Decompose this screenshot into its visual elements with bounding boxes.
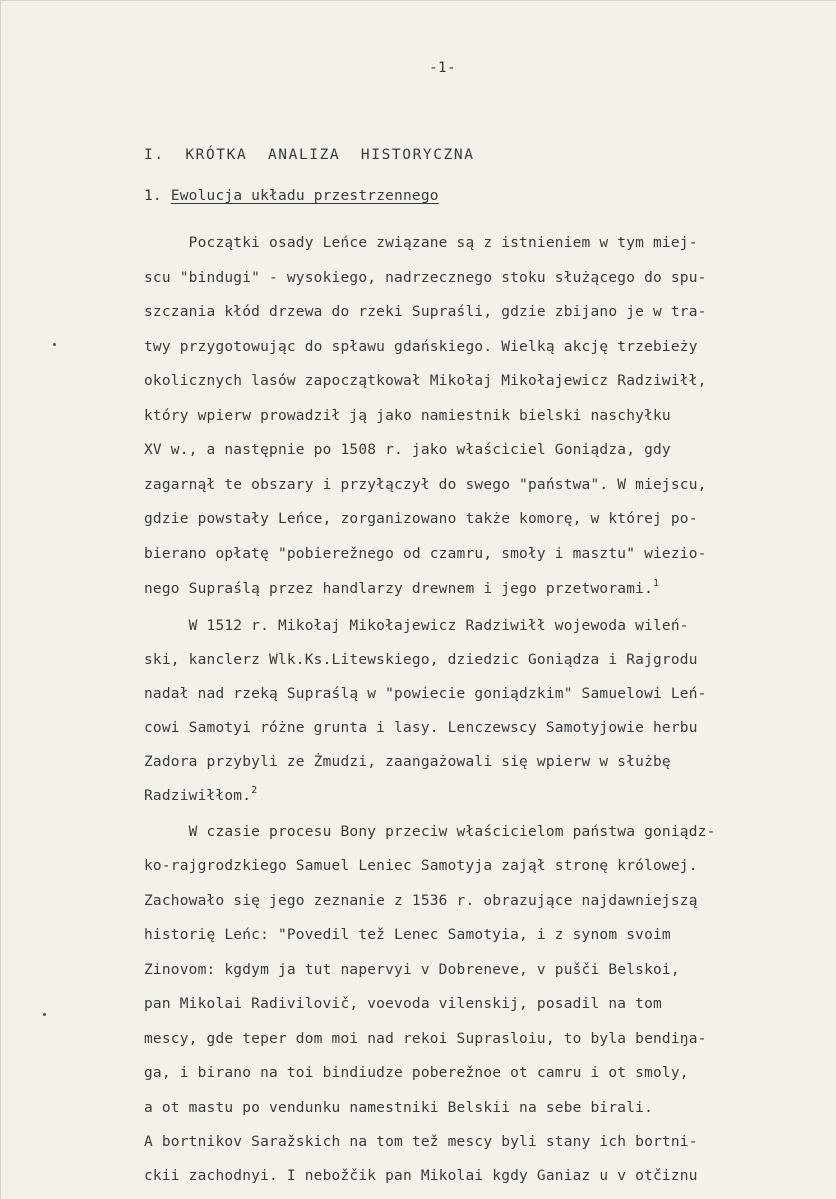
text-line: Zachowało się jego zeznanie z 1536 r. obrazujące najdawniejszą [144, 893, 698, 909]
text-line: ckii zachodnyi. I nebožčik pan Mikolai kgdy Ganiaz u v otčiznu [144, 1168, 698, 1184]
text-line: zagarnął te obszary i przyłączył do swego "państwa". W miejscu, [144, 477, 707, 493]
text-line: pan Mikolai Radivilovič, voevoda vilenskij, posadil na tom [144, 996, 662, 1012]
section-heading [144, 189, 439, 204]
text-line: okolicznych lasów zapoczątkował Mikołaj Mikołajewicz Radziwiłł, [144, 373, 707, 389]
margin-mark [53, 343, 56, 346]
text-line: nadał nad rzeką Supraślą w "powiecie goniądzkim" Samuelowi Leń- [144, 686, 707, 702]
text-line: cowi Samotyi różne grunta i lasy. Lenczewscy Samotyjowie herbu [144, 720, 698, 736]
text-line: Zinovom: kgdym ja tut napervyi v Dobreneve, v pušči Belskoi, [144, 962, 680, 978]
text-line: ko-rajgrodzkiego Samuel Leniec Samotyja zajął stronę królowej. [144, 858, 698, 874]
text-line: który wpierw prowadził ją jako namiestnik bielski naschyłku [144, 408, 671, 424]
text-line: gdzie powstały Leńce, zorganizowano także komorę, w której po- [144, 511, 698, 527]
text-line: W czasie procesu Bony przeciw właścicielom państwa goniądz- [144, 824, 716, 840]
text-line: Zadora przybyli ze Żmudzi, zaangażowali się wpierw w służbę [144, 754, 671, 770]
text-line: ski, kanclerz Wlk.Ks.Litewskiego, dziedzic Goniądza i Rajgrodu [144, 652, 698, 668]
text-line: Radziwiłłom.$^2$ [144, 785, 258, 804]
text-line: ga, i birano na toi bindiudze poberežnoe ot camru i ot smoly, [144, 1065, 689, 1081]
chapter-heading: I. KRÓTKA ANALIZA HISTORYCZNA [144, 147, 475, 163]
text-line: mescy, gde teper dom moi nad rekoi Suprasloiu, to byla bendiŋa- [144, 1031, 707, 1047]
text-line: XV w., a następnie po 1508 r. jako właściciel Goniądza, gdy [144, 442, 671, 458]
footnote-marker: 1 [653, 578, 660, 589]
page-number: -1- [429, 60, 456, 76]
text-line: bierano opłatę "pobierežnego od czamru, smoły i masztu" wiezio- [144, 546, 707, 562]
section-number: 1. [144, 188, 162, 204]
text-line: historię Leńc: "Povedil tež Lenec Samotyia, i z synom svoim [144, 927, 671, 943]
text-line: W 1512 r. Mikołaj Mikołajewicz Radziwiłł wojewoda wileń- [144, 618, 689, 634]
text-line: a ot mastu po vendunku namestniki Belskii na sebe birali. [144, 1100, 653, 1116]
section-title: Ewolucja układu przestrzennego [170, 188, 439, 204]
text-line: Początki osady Leńce związane są z istnieniem w tym miej- [144, 235, 698, 251]
margin-mark [43, 1013, 46, 1016]
text-line: scu "bindugi" - wysokiego, nadrzecznego stoku służącego do spu- [144, 270, 707, 286]
text-line: A bortnikov Saražskich na tom tež mescy byli stany ich bortni- [144, 1134, 698, 1150]
text-line: twy przygotowując do spławu gdańskiego. Wielką akcję trzebieży [144, 339, 698, 355]
text-line: nego Supraślą przez handlarzy drewnem i jego przetworami.$^1$ [144, 578, 660, 597]
text-line: szczania kłód drzewa do rzeki Supraśli, gdzie zbijano je w tra- [144, 304, 707, 320]
footnote-marker: 2 [251, 785, 258, 796]
